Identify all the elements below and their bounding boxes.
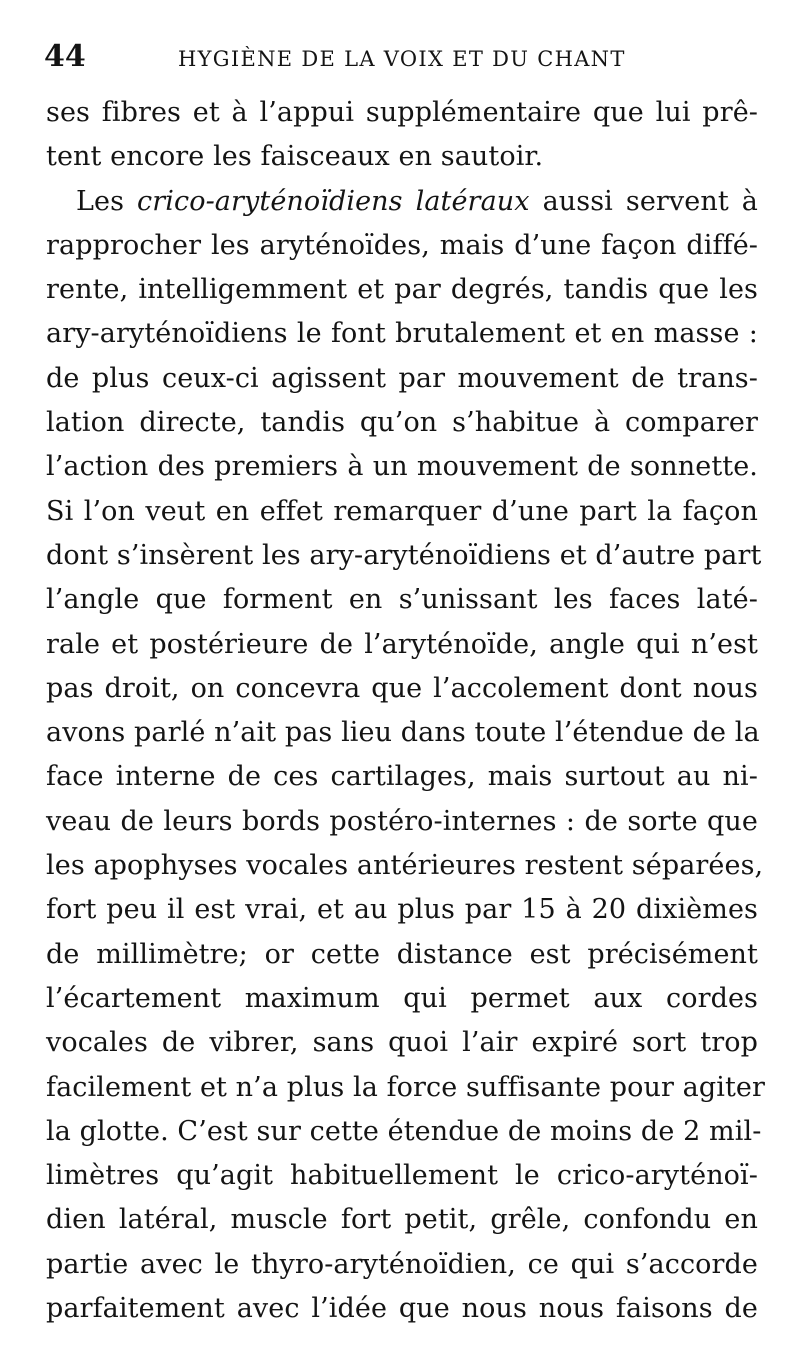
running-title: HYGIÈNE DE LA VOIX ET DU CHANT [178,47,626,71]
text-line: fort peu il est vrai, et au plus par 15 à 20 dixièmes [46,894,758,926]
text-line: vocales de vibrer, sans quoi l’air expiré sort trop [46,1027,758,1059]
text-line: l’écartement maximum qui permet aux cordes [46,982,758,1014]
text-line: dien latéral, muscle fort petit, grêle, confondu en [46,1204,758,1236]
text-line: ary-aryténoïdiens le font brutalement et en masse : [46,318,758,350]
running-head [44,40,764,74]
text-line: Si l’on veut en effet remarquer d’une part la façon [46,495,758,527]
text-line: partie avec le thyro-aryténoïdien, ce qui s’accorde [46,1248,758,1280]
text-line: pas droit, on concevra que l’accolement dont nous [46,672,758,704]
text-line: l’angle que forment en s’unissant les faces laté- [46,584,758,616]
text-line: parfaitement avec l’idée que nous nous faisons de [46,1293,758,1325]
text-line: tent encore les faisceaux en sautoir. [46,141,544,173]
page-number: 44 [44,39,86,74]
body-text [46,91,766,1331]
text-line: Les crico-aryténoïdiens latéraux aussi servent à [76,185,758,217]
text-line: de millimètre; or cette distance est précisément [46,938,758,970]
text-line: l’action des premiers à un mouvement de sonnette. [46,451,758,483]
text-line: limètres qu’agit habituellement le crico-aryténoï- [46,1160,758,1192]
text-line: dont s’insèrent les ary-aryténoïdiens et d’autre part [46,539,762,571]
text-line: de plus ceux-ci agissent par mouvement de trans- [46,362,758,394]
text-line: veau de leurs bords postéro-internes : de sorte que [46,805,758,837]
text-line: ses fibres et à l’appui supplémentaire que lui prê- [46,97,758,128]
text-line: face interne de ces cartilages, mais surtout au ni- [46,761,758,793]
italic-term: crico-aryténoïdiens latéraux [137,185,530,217]
text-line: avons parlé n’ait pas lieu dans toute l’étendue de la [46,717,760,749]
text-line: rale et postérieure de l’aryténoïde, angle qui n’est [46,628,758,660]
text-line: lation directe, tandis qu’on s’habitue à comparer [46,407,758,439]
text-line: la glotte. C’est sur cette étendue de moins de 2 mil- [46,1115,762,1147]
text-line: facilement et n’a plus la force suffisante pour agiter [46,1071,766,1103]
text-line: rapprocher les aryténoïdes, mais d’une façon diffé- [46,229,758,261]
text-line: les apophyses vocales antérieures restent séparées, [46,850,764,882]
text-line: rente, intelligemment et par degrés, tandis que les [46,274,758,306]
